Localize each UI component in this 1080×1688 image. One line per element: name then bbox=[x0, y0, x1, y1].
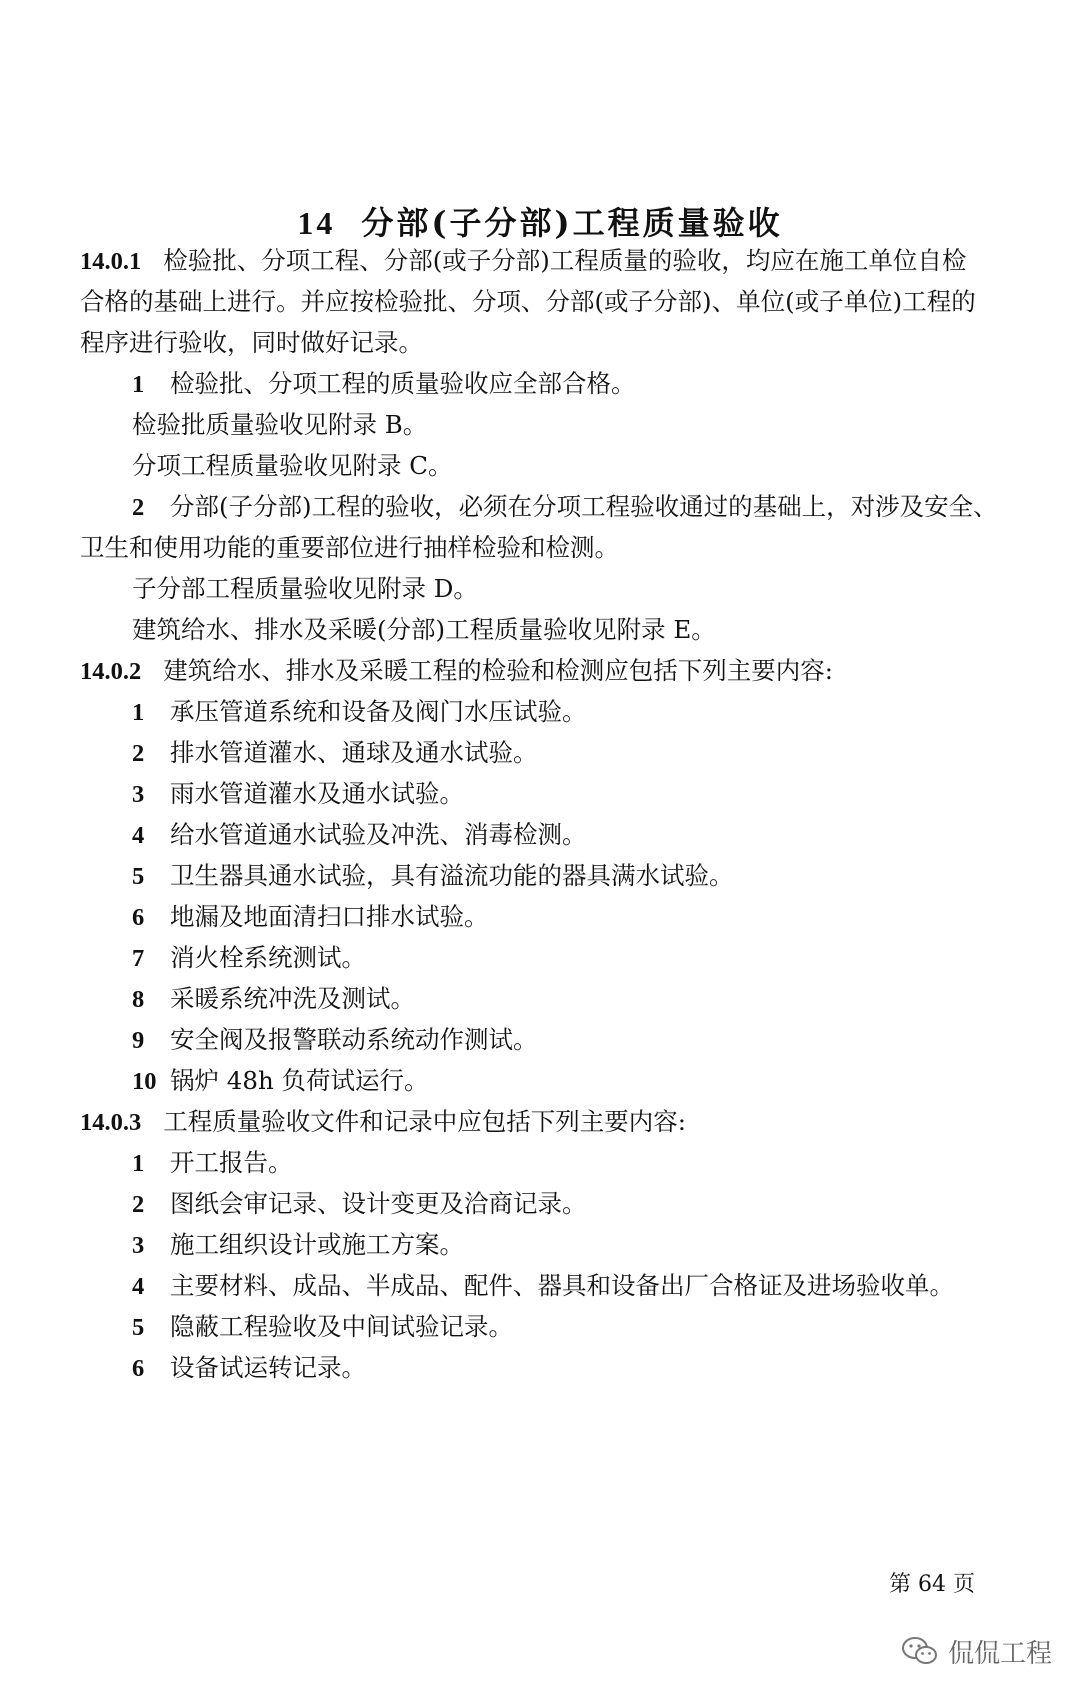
list-item bbox=[0, 1228, 1080, 1263]
clause-14-0-3 bbox=[0, 1105, 1080, 1140]
chapter-title-text: 分部(子分部)工程质量验收 bbox=[361, 204, 783, 242]
item-number: 6 bbox=[132, 1355, 145, 1382]
item-number: 1 bbox=[132, 1150, 145, 1177]
item-number: 10 bbox=[132, 1068, 157, 1095]
item-text: 隐蔽工程验收及中间试验记录。 bbox=[170, 1312, 513, 1341]
item-text: 锅炉 48h 负荷试运行。 bbox=[170, 1066, 429, 1095]
watermark bbox=[0, 1633, 1052, 1669]
clause-14-0-2 bbox=[0, 654, 1080, 689]
item-number: 1 bbox=[132, 699, 145, 726]
item-text: 分部(子分部)工程的验收，必须在分项工程验收通过的基础上，对涉及安全、 bbox=[170, 492, 998, 521]
list-item bbox=[0, 818, 1080, 853]
list-item bbox=[0, 1310, 1080, 1345]
item-text: 检验批、分项工程的质量验收应全部合格。 bbox=[170, 369, 636, 398]
item-number: 1 bbox=[132, 371, 145, 398]
clause-number: 14.0.1 bbox=[80, 248, 142, 275]
list-item bbox=[0, 1064, 1080, 1099]
item-text: 消火栓系统测试。 bbox=[170, 943, 366, 972]
item-number: 8 bbox=[132, 986, 145, 1013]
list-item bbox=[0, 777, 1080, 812]
chapter-number: 14 bbox=[297, 205, 336, 241]
item-number: 7 bbox=[132, 945, 145, 972]
item-number: 9 bbox=[132, 1027, 145, 1054]
item-number: 2 bbox=[132, 494, 145, 521]
watermark-text: 侃侃工程 bbox=[947, 1638, 1052, 1669]
list-item bbox=[0, 1269, 1080, 1304]
item-number: 4 bbox=[132, 1273, 145, 1300]
item-number: 3 bbox=[132, 781, 145, 808]
item-text: 开工报告。 bbox=[170, 1148, 293, 1177]
item-number: 4 bbox=[132, 822, 145, 849]
page-number: 第 64 页 bbox=[889, 1572, 975, 1597]
item-text: 设备试运转记录。 bbox=[170, 1353, 366, 1382]
list-item bbox=[0, 1146, 1080, 1181]
paragraph: 检验批质量验收见附录 B。 bbox=[132, 410, 428, 439]
list-item bbox=[0, 490, 1080, 525]
item-text: 雨水管道灌水及通水试验。 bbox=[170, 779, 464, 808]
chapter-title bbox=[0, 198, 1080, 244]
list-item bbox=[0, 941, 1080, 976]
item-number: 5 bbox=[132, 1314, 145, 1341]
list-item bbox=[0, 982, 1080, 1017]
clause-text: 建筑给水、排水及采暖工程的检验和检测应包括下列主要内容: bbox=[163, 656, 834, 685]
paragraph: 子分部工程质量验收见附录 D。 bbox=[132, 574, 478, 603]
paragraph: 分项工程质量验收见附录 C。 bbox=[132, 451, 453, 480]
clause-14-0-1 bbox=[0, 244, 1080, 279]
clause-text: 检验批、分项工程、分部(或子分部)工程质量的验收，均应在施工单位自检 bbox=[163, 246, 967, 275]
clause-continuation: 程序进行验收，同时做好记录。 bbox=[80, 328, 423, 357]
item-text: 给水管道通水试验及冲洗、消毒检测。 bbox=[170, 820, 587, 849]
clause-text: 工程质量验收文件和记录中应包括下列主要内容: bbox=[163, 1107, 687, 1136]
list-item bbox=[0, 1187, 1080, 1222]
paragraph: 建筑给水、排水及采暖(分部)工程质量验收见附录 E。 bbox=[132, 615, 716, 644]
list-item bbox=[0, 900, 1080, 935]
item-number: 2 bbox=[132, 740, 145, 767]
item-text: 地漏及地面清扫口排水试验。 bbox=[170, 902, 489, 931]
list-item bbox=[0, 367, 1080, 402]
clause-number: 14.0.2 bbox=[80, 658, 142, 685]
list-item bbox=[0, 859, 1080, 894]
item-text: 施工组织设计或施工方案。 bbox=[170, 1230, 464, 1259]
list-item bbox=[0, 695, 1080, 730]
item-text: 图纸会审记录、设计变更及洽商记录。 bbox=[170, 1189, 587, 1218]
clause-continuation: 合格的基础上进行。并应按检验批、分项、分部(或子分部)、单位(或子单位)工程的 bbox=[80, 287, 976, 316]
wechat-icon bbox=[900, 1635, 940, 1667]
item-text: 排水管道灌水、通球及通水试验。 bbox=[170, 738, 538, 767]
item-text: 承压管道系统和设备及阀门水压试验。 bbox=[170, 697, 587, 726]
item-text: 采暖系统冲洗及测试。 bbox=[170, 984, 415, 1013]
item-text: 卫生器具通水试验，具有溢流功能的器具满水试验。 bbox=[170, 861, 734, 890]
list-item bbox=[0, 736, 1080, 771]
list-item bbox=[0, 1351, 1080, 1386]
item-number: 3 bbox=[132, 1232, 145, 1259]
item-text: 主要材料、成品、半成品、配件、器具和设备出厂合格证及进场验收单。 bbox=[170, 1271, 954, 1300]
item-number: 2 bbox=[132, 1191, 145, 1218]
item-number: 5 bbox=[132, 863, 145, 890]
list-item bbox=[0, 1023, 1080, 1058]
clause-number: 14.0.3 bbox=[80, 1109, 142, 1136]
item-number: 6 bbox=[132, 904, 145, 931]
item-text: 安全阀及报警联动系统动作测试。 bbox=[170, 1025, 538, 1054]
item-continuation: 卫生和使用功能的重要部位进行抽样检验和检测。 bbox=[80, 533, 619, 562]
